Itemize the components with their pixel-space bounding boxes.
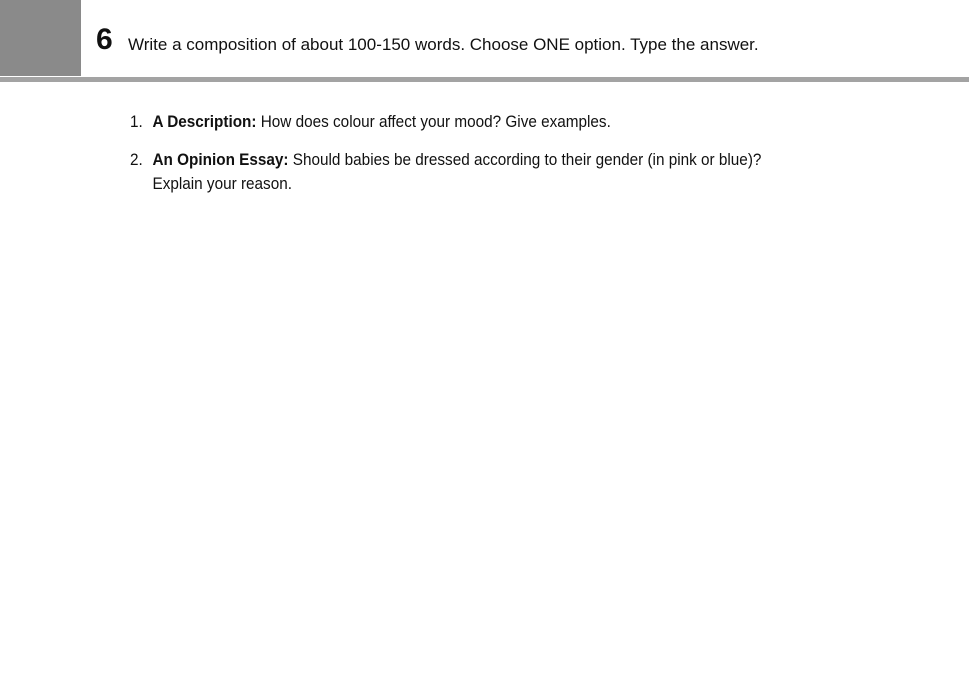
- option-list: [130, 110, 778, 210]
- option-text: Should babies be dressed according to their gender (in pink or blue)? Explain your reason.: [152, 150, 762, 193]
- header-accent-block: [0, 0, 81, 76]
- question-instruction: Write a composition of about 100-150 words. Choose ONE option. Type the answer.: [128, 35, 759, 54]
- question-header: [0, 0, 969, 78]
- option-number: 1.: [130, 112, 143, 131]
- option-text: How does colour affect your mood? Give examples.: [256, 112, 611, 131]
- option-opinion-essay: [130, 148, 778, 196]
- option-label: A Description:: [152, 112, 257, 131]
- header-divider: [0, 77, 969, 82]
- option-label: An Opinion Essay:: [152, 150, 289, 169]
- option-number: 2.: [130, 150, 143, 169]
- question-number: 6: [96, 23, 113, 56]
- option-description: [130, 110, 778, 134]
